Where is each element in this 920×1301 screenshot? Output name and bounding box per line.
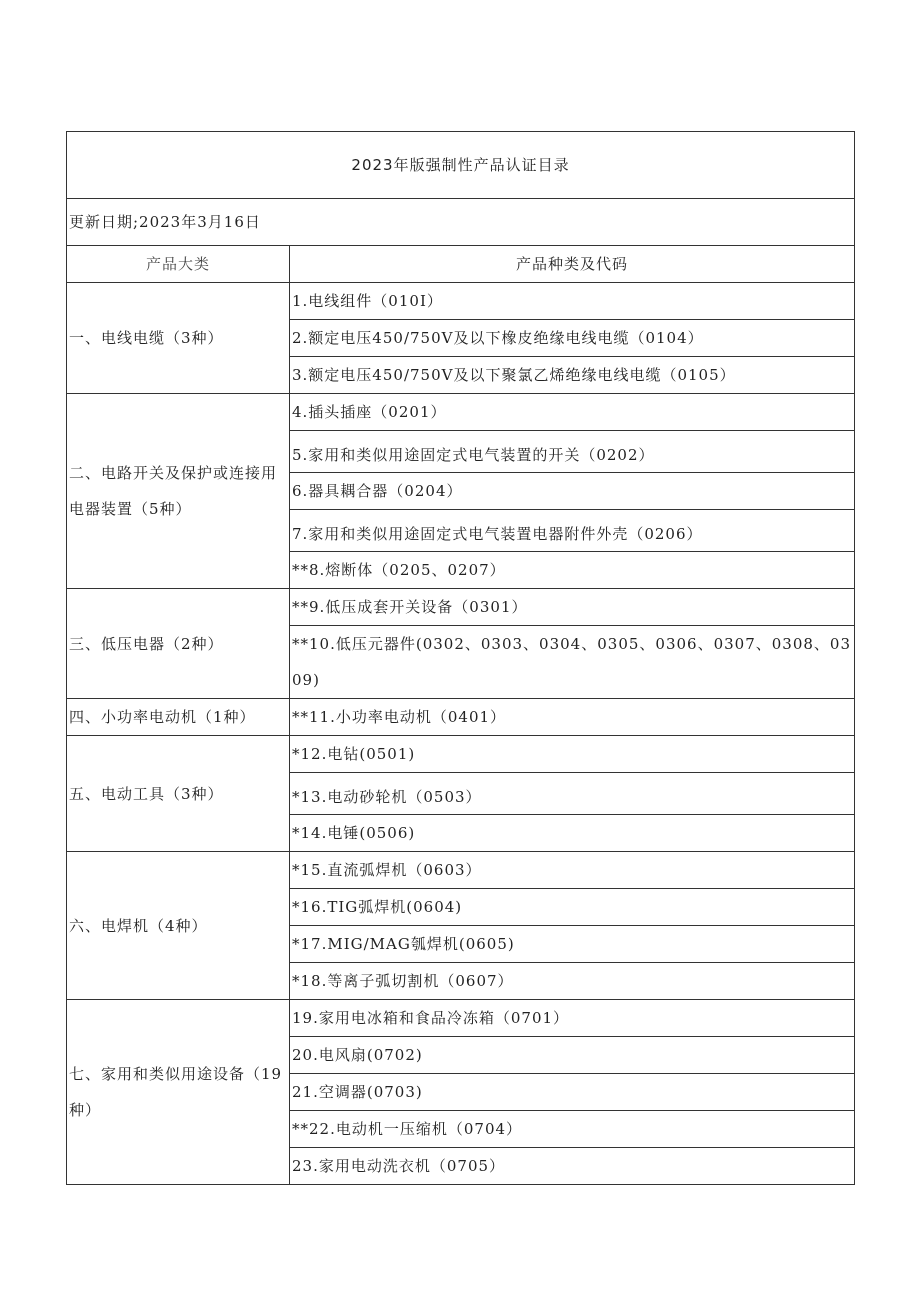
table-row — [67, 1000, 855, 1037]
product-item: 5.家用和类似用途固定式电气装置的开关（0202） — [290, 431, 855, 473]
category-cell: 四、小功率电动机（1种） — [67, 699, 290, 736]
product-item: **11.小功率电动机（0401） — [290, 699, 855, 736]
table-row — [67, 283, 855, 320]
product-item: 6.器具耦合器（0204） — [290, 473, 855, 510]
product-item: *12.电钻(0501) — [290, 736, 855, 773]
product-item: 3.额定电压450/750V及以下聚氯乙烯绝缘电线电缆（0105） — [290, 357, 855, 394]
table-row — [67, 699, 855, 736]
product-item: *13.电动砂轮机（0503） — [290, 773, 855, 815]
product-item: **10.低压元器件(0302、0303、0304、0305、0306、0307、0308、0309) — [290, 626, 855, 699]
category-cell: 二、电路开关及保护或连接用电器装置（5种） — [67, 394, 290, 589]
catalog-table — [66, 131, 855, 1185]
product-item: 21.空调器(0703) — [290, 1074, 855, 1111]
header-category: 产品大类 — [67, 246, 290, 283]
update-date: 更新日期;2023年3月16日 — [67, 199, 855, 246]
product-item: *14.电锤(0506) — [290, 815, 855, 852]
product-item: *17.MIG/MAG瓠焊机(0605) — [290, 926, 855, 963]
product-item: **22.电动机一压缩机（0704） — [290, 1111, 855, 1148]
header-products: 产品种类及代码 — [290, 246, 855, 283]
product-item: **9.低压成套开关设备（0301） — [290, 589, 855, 626]
product-item: 4.插头插座（0201） — [290, 394, 855, 431]
date-row — [67, 199, 855, 246]
category-cell: 七、家用和类似用途设备（19种） — [67, 1000, 290, 1185]
category-cell: 六、电焊机（4种） — [67, 852, 290, 1000]
table-row — [67, 852, 855, 889]
category-cell: 五、电动工具（3种） — [67, 736, 290, 852]
product-item: 20.电风扇(0702) — [290, 1037, 855, 1074]
product-item: 1.电线组件（010I） — [290, 283, 855, 320]
product-item: *16.TIG弧焊机(0604) — [290, 889, 855, 926]
product-item: 2.额定电压450/750V及以下橡皮绝缘电线电缆（0104） — [290, 320, 855, 357]
table-row — [67, 589, 855, 626]
category-cell: 三、低压电器（2种） — [67, 589, 290, 699]
table-row — [67, 736, 855, 773]
category-cell: 一、电线电缆（3种） — [67, 283, 290, 394]
product-item: 23.家用电动洗衣机（0705） — [290, 1148, 855, 1185]
product-item: 19.家用电冰箱和食品冷冻箱（0701） — [290, 1000, 855, 1037]
catalog-body — [67, 132, 855, 1185]
product-item: **8.熔断体（0205、0207） — [290, 552, 855, 589]
table-row — [67, 394, 855, 431]
header-row — [67, 246, 855, 283]
product-item: *15.直流弧焊机（0603） — [290, 852, 855, 889]
document-title: 2023年版强制性产品认证目录 — [67, 132, 855, 199]
product-item: 7.家用和类似用途固定式电气装置电器附件外壳（0206） — [290, 510, 855, 552]
title-row — [67, 132, 855, 199]
product-item: *18.等离子弧切割机（0607） — [290, 963, 855, 1000]
